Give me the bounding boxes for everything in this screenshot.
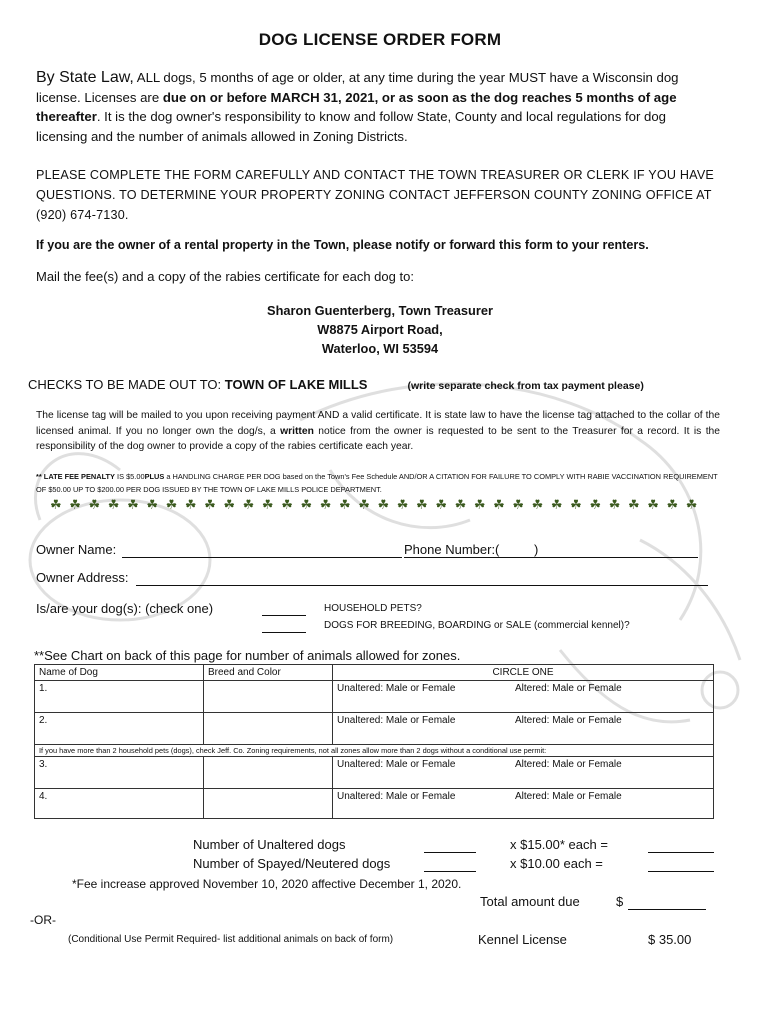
checks-note: (write separate check from tax payment please) bbox=[407, 380, 644, 392]
table-row bbox=[35, 681, 714, 713]
commercial-kennel-option: DOGS FOR BREEDING, BOARDING or SALE (commercial kennel)? bbox=[324, 620, 630, 631]
row-number: 1. bbox=[39, 683, 48, 694]
late-fee-prefix: ** LATE FEE PENALTY bbox=[36, 472, 115, 481]
total-dollar: $ bbox=[616, 894, 624, 909]
owner-address-label: Owner Address: bbox=[36, 570, 129, 585]
dog-type-label: Is/are your dog(s): (check one) bbox=[36, 601, 214, 616]
chart-note: **See Chart on back of this page for number of animals allowed for zones. bbox=[34, 648, 461, 663]
household-pets-checkbox[interactable] bbox=[262, 614, 306, 616]
rental-notice: If you are the owner of a rental property in the Town, please notify or forward this form to your renters. bbox=[36, 238, 649, 252]
header-name-of-dog: Name of Dog bbox=[35, 665, 204, 681]
treasurer-address bbox=[0, 301, 760, 358]
unaltered-option[interactable]: Unaltered: Male or Female bbox=[333, 757, 512, 789]
row-number: 4. bbox=[39, 791, 48, 802]
contact-notice: PLEASE COMPLETE THE FORM CAREFULLY AND CONTACT THE TOWN TREASURER OR CLERK IF YOU HAVE QUESTIONS. TO DETERMINE YOUR PROPERTY ZONING CONTACT JEFFERSON COUNTY ZONING OFFICE AT (920) 674-7130. bbox=[36, 168, 715, 222]
late-fee-notice bbox=[36, 470, 720, 496]
table-row bbox=[35, 789, 714, 819]
dog-name-cell[interactable] bbox=[35, 757, 204, 789]
phone-close: ) bbox=[534, 542, 539, 557]
table-row bbox=[35, 757, 714, 789]
conditional-use-note: (Conditional Use Permit Required- list additional animals on back of form) bbox=[68, 934, 394, 945]
unaltered-subtotal-field[interactable] bbox=[648, 851, 714, 853]
intro-text-2: . It is the dog owner's responsibility to know and follow State, County and local regulations for dog licensing and the number of animals allowed in Zoning Districts. bbox=[36, 109, 667, 144]
dog-name-cell[interactable] bbox=[35, 789, 204, 819]
spayed-count-label: Number of Spayed/Neutered dogs bbox=[193, 856, 391, 871]
intro-deadline: due on or before MARCH 31, 2021, or as soon as the dog reaches 5 months of age thereafter bbox=[36, 89, 677, 124]
spayed-count-field[interactable] bbox=[424, 870, 476, 872]
row-number: 3. bbox=[39, 759, 48, 770]
checks-prefix: CHECKS TO BE MADE OUT TO: bbox=[28, 377, 225, 392]
unaltered-count-field[interactable] bbox=[424, 851, 476, 853]
header-breed-color: Breed and Color bbox=[204, 665, 333, 681]
spayed-rate: x $10.00 each = bbox=[510, 856, 603, 871]
spayed-subtotal-field[interactable] bbox=[648, 870, 714, 872]
clover-divider-icon: ☘ ☘ ☘ ☘ ☘ ☘ ☘ ☘ ☘ ☘ ☘ ☘ ☘ ☘ ☘ ☘ ☘ ☘ ☘ ☘ ☘ ☘ ☘ ☘ ☘ ☘ ☘ ☘ ☘ ☘ ☘ ☘ ☘ ☘ bbox=[50, 497, 700, 512]
header-circle-one: CIRCLE ONE bbox=[333, 665, 714, 681]
intro-paragraph bbox=[36, 68, 716, 146]
breed-color-cell[interactable] bbox=[204, 789, 333, 819]
table-row bbox=[35, 713, 714, 745]
fee-increase-note: *Fee increase approved November 10, 2020 affective December 1, 2020. bbox=[72, 877, 462, 891]
commercial-kennel-checkbox[interactable] bbox=[262, 631, 306, 633]
intro-text-1: ALL dogs, 5 months of age or older, at any time during the year MUST have a Wisconsin dog license. Licenses are bbox=[36, 70, 679, 105]
late-fee-plus: PLUS bbox=[144, 472, 165, 481]
row-number: 2. bbox=[39, 715, 48, 726]
license-text-1: The license tag will be mailed to you upon receiving payment AND a valid certificate. It is state law to have the license tag attached to the collar of the licensed animal. If you no longer own the dog/s, a bbox=[36, 410, 720, 437]
breed-color-cell[interactable] bbox=[204, 681, 333, 713]
dog-name-cell[interactable] bbox=[35, 713, 204, 745]
phone-field[interactable] bbox=[404, 556, 698, 558]
total-amount-field[interactable] bbox=[628, 908, 706, 910]
total-label: Total amount due bbox=[480, 894, 580, 909]
dog-table bbox=[34, 664, 714, 819]
late-fee-rest: a HANDLING CHARGE PER DOG based on the Town's Fee Schedule AND/OR A CITATION FOR FAILURE TO COMPLY WITH RABIE VACCINATION REQUIREMENT OF $50.00 UP TO $200.00 PER DOG ISSUED BY THE TOWN OF LAKE MILLS POLICE DEPARTMENT. bbox=[36, 472, 718, 494]
address-line-3: Waterloo, WI 53594 bbox=[321, 341, 439, 356]
license-tag-notice bbox=[36, 408, 720, 455]
form-title: DOG LICENSE ORDER FORM bbox=[258, 30, 502, 49]
altered-option[interactable]: Altered: Male or Female bbox=[511, 713, 714, 745]
owner-address-field[interactable] bbox=[136, 584, 708, 586]
altered-option[interactable]: Altered: Male or Female bbox=[511, 681, 714, 713]
kennel-license-label: Kennel License bbox=[478, 932, 567, 947]
unaltered-rate: x $15.00* each = bbox=[510, 837, 608, 852]
kennel-license-fee: $ 35.00 bbox=[648, 932, 692, 947]
dog-name-cell[interactable] bbox=[35, 681, 204, 713]
checks-payable bbox=[28, 377, 644, 392]
unaltered-count-label: Number of Unaltered dogs bbox=[193, 837, 346, 852]
owner-name-field[interactable] bbox=[122, 556, 402, 558]
or-separator: -OR- bbox=[30, 913, 56, 927]
altered-option[interactable]: Altered: Male or Female bbox=[511, 757, 714, 789]
late-fee-mid: IS $5.00 bbox=[114, 472, 145, 481]
checks-payee: TOWN OF LAKE MILLS bbox=[224, 377, 368, 392]
unaltered-option[interactable]: Unaltered: Male or Female bbox=[333, 713, 512, 745]
zoning-note-row bbox=[35, 745, 714, 757]
breed-color-cell[interactable] bbox=[204, 713, 333, 745]
altered-option[interactable]: Altered: Male or Female bbox=[511, 789, 714, 819]
mail-instruction: Mail the fee(s) and a copy of the rabies certificate for each dog to: bbox=[36, 269, 414, 284]
address-line-2: W8875 Airport Road, bbox=[317, 322, 443, 337]
zoning-note: If you have more than 2 household pets (dogs), check Jeff. Co. Zoning requirements, not all zones allow more than 2 dogs without a conditional use permit: bbox=[35, 745, 714, 757]
address-line-1: Sharon Guenterberg, Town Treasurer bbox=[267, 303, 493, 318]
table-header-row bbox=[35, 665, 714, 681]
intro-lead: By State Law, bbox=[36, 69, 134, 86]
license-text-bold: written bbox=[280, 425, 314, 437]
owner-name-label: Owner Name: bbox=[36, 542, 117, 557]
unaltered-option[interactable]: Unaltered: Male or Female bbox=[333, 789, 512, 819]
phone-label: Phone Number:( bbox=[404, 542, 500, 557]
license-text-2: notice from the owner is requested to be sent to the Treasurer for a record. It is the responsibility of the dog owner to provide a copy of the rabies certificate each year. bbox=[36, 425, 721, 452]
breed-color-cell[interactable] bbox=[204, 757, 333, 789]
household-pets-option: HOUSEHOLD PETS? bbox=[324, 603, 422, 614]
unaltered-option[interactable]: Unaltered: Male or Female bbox=[333, 681, 512, 713]
